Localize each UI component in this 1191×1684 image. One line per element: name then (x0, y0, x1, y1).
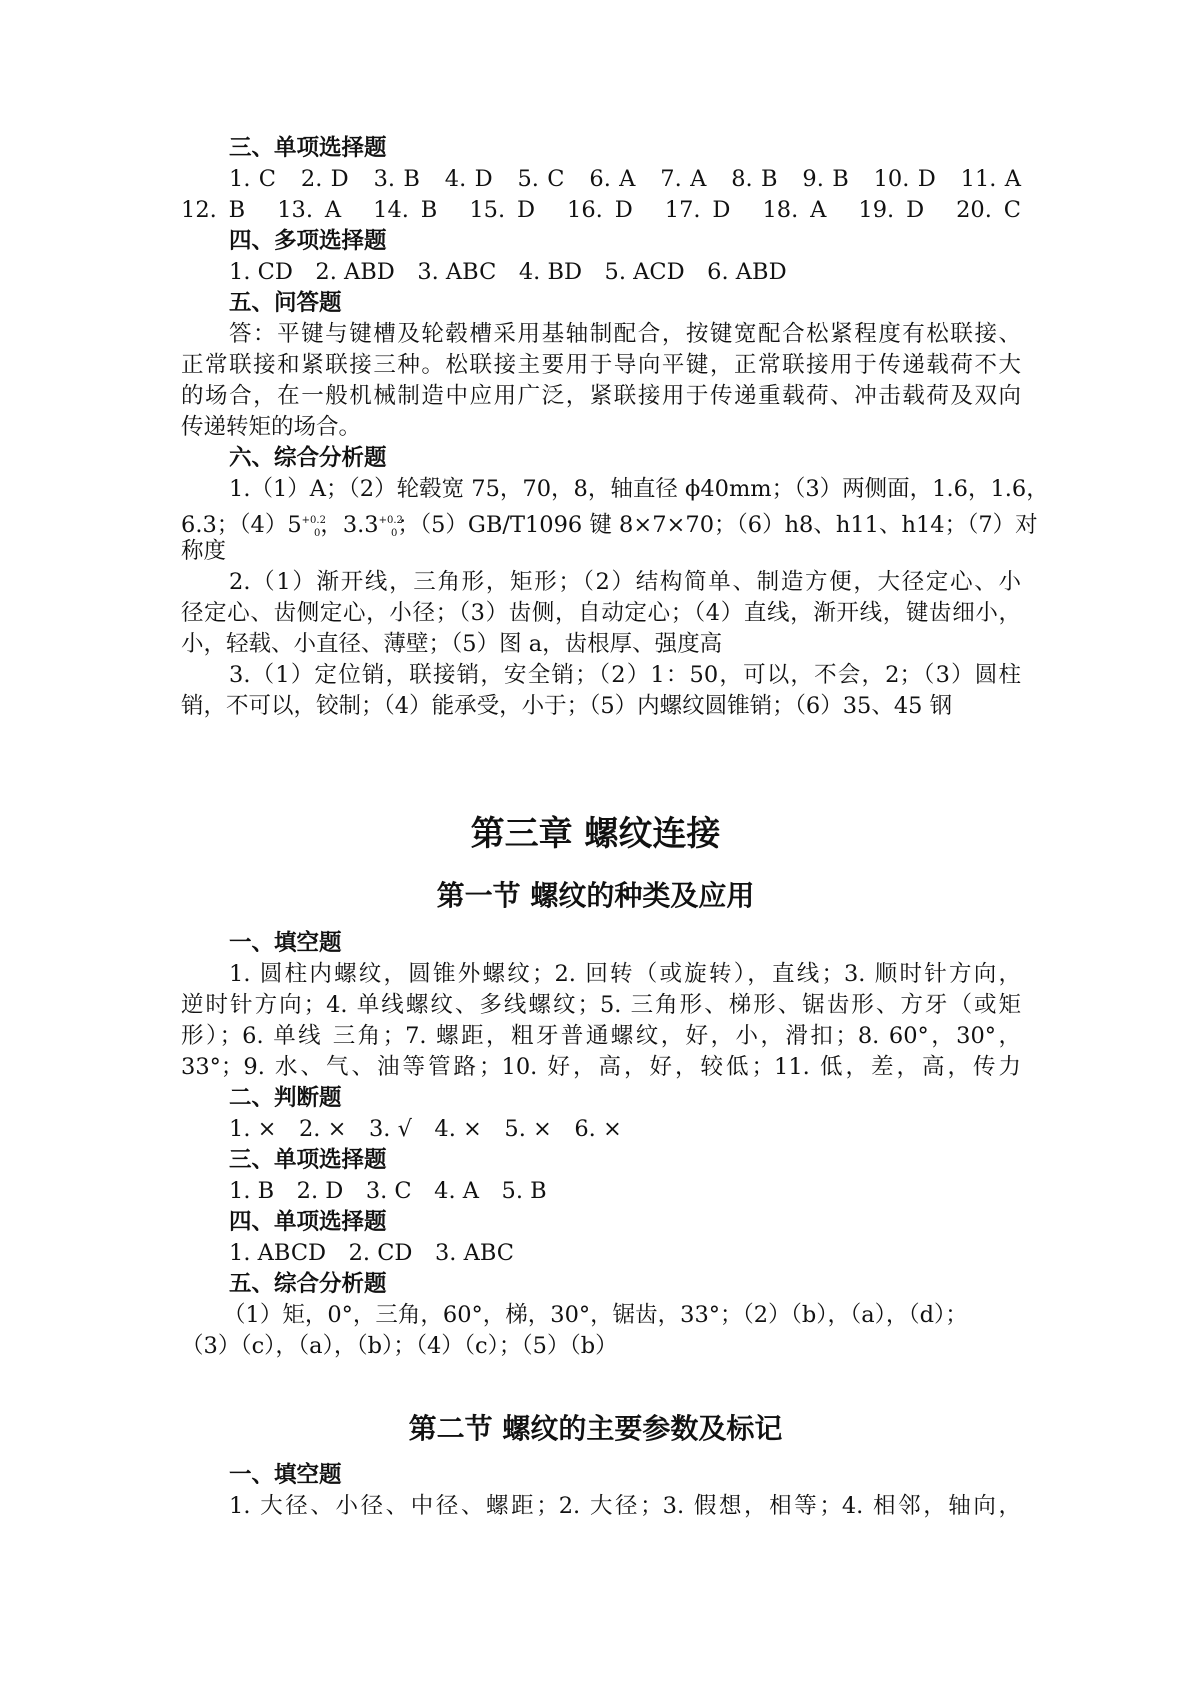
paragraph-line: 3.（1）定位销，联接销，安全销；（2）1：50，可以，不会，2；（3）圆柱 (229, 662, 1021, 688)
section-heading-fill-blank: 一、填空题 (229, 1462, 342, 1488)
paragraph-line: 称度 (181, 538, 227, 564)
paragraph-line: 小，轻载、小直径、薄壁；（5）图 a，齿根厚、强度高 (181, 631, 723, 657)
answer-line: 1. × 2. × 3. √ 4. × 5. × 6. × (229, 1116, 622, 1142)
section-heading-qa: 五、问答题 (229, 290, 342, 316)
text-run: 6.3；（4）5 (181, 512, 302, 538)
answer-line: 1. C 2. D 3. B 4. D 5. C 6. A 7. A 8. B 9. B 10. D 11. A (229, 166, 1021, 192)
section-title: 第二节 螺纹的主要参数及标记 (408, 1412, 783, 1445)
section-title: 第一节 螺纹的种类及应用 (436, 879, 755, 912)
tolerance-upper: +0.2 (378, 515, 403, 526)
section-heading-judge: 二、判断题 (229, 1085, 342, 1111)
answer-line: 1. CD 2. ABD 3. ABC 4. BD 5. ACD 6. ABD (229, 259, 787, 285)
paragraph-line: （1）矩，0°，三角，60°，梯，30°，锯齿，33°；（2）（b），（a），（d）； (223, 1302, 968, 1328)
paragraph-line-with-tolerances (181, 505, 1038, 539)
paragraph-line: 形）；6. 单线 三角；7. 螺距，粗牙普通螺纹，好，小，滑扣；8. 60°，30°， (181, 1023, 1021, 1049)
paragraph-line: （3）（c），（a），（b）；（4）（c）；（5）（b） (181, 1333, 618, 1359)
section-heading-multi-choice: 四、多项选择题 (229, 228, 387, 254)
paragraph-line: 径定心、齿侧定心，小径；（3）齿侧，自动定心；（4）直线，渐开线，键齿细小， (181, 600, 1021, 626)
paragraph-line: 1. 圆柱内螺纹，圆锥外螺纹；2. 回转（或旋转），直线；3. 顺时针方向， (229, 961, 1021, 987)
section-heading-comprehensive: 五、综合分析题 (229, 1271, 387, 1297)
section-heading-single-choice: 三、单项选择题 (229, 1147, 387, 1173)
paragraph-line: 正常联接和紧联接三种。松联接主要用于导向平键，正常联接用于传递载荷不大 (181, 352, 1021, 378)
answer-line: 1. ABCD 2. CD 3. ABC (229, 1240, 514, 1266)
section-heading-single-choice-2: 四、单项选择题 (229, 1209, 387, 1235)
section1-content (181, 928, 1021, 1362)
paragraph-line: 答：平键与键槽及轮毂槽采用基轴制配合，按键宽配合松紧程度有松联接、 (229, 321, 1021, 347)
paragraph-line: 2.（1）渐开线，三角形，矩形；（2）结构简单、制造方便，大径定心、小 (229, 569, 1021, 595)
paragraph-line: 1.（1）A；（2）轮毂宽 75，70，8，轴直径 ϕ40mm；（3）两侧面，1.6，1.6， (229, 476, 1049, 502)
paragraph-line: 1. 大径、小径、中径、螺距；2. 大径；3. 假想，相等；4. 相邻，轴向， (229, 1493, 1021, 1519)
paragraph-line: 逆时针方向；4. 单线螺纹、多线螺纹；5. 三角形、梯形、锯齿形、方牙（或矩 (181, 992, 1021, 1018)
section-heading-comprehensive: 六、综合分析题 (229, 445, 387, 471)
answers-top-section (181, 133, 1049, 722)
section-heading-single-choice: 三、单项选择题 (229, 135, 387, 161)
paragraph-line: 33°；9. 水、气、油等管路；10. 好，高，好，较低；11. 低，差，高，传力 (181, 1054, 1021, 1080)
tolerance-lower: 0 (313, 528, 321, 539)
answer-line: 1. B 2. D 3. C 4. A 5. B (229, 1178, 547, 1204)
paragraph-line: 销，不可以，铰制；（4）能承受，小于；（5）内螺纹圆锥销；（6）35、45 钢 (181, 693, 953, 719)
tolerance-upper: +0.2 (301, 515, 326, 526)
section-heading-fill-blank: 一、填空题 (229, 930, 342, 956)
paragraph-line: 的场合，在一般机械制造中应用广泛，紧联接用于传递重载荷、冲击载荷及双向 (181, 383, 1021, 409)
paragraph-line: 传递转矩的场合。 (181, 414, 362, 440)
tolerance-lower: 0 (390, 528, 398, 539)
chapter-title: 第三章 螺纹连接 (470, 814, 721, 854)
text-run: ；（5）GB/T1096 键 8×7×70；（6）h8、h11、h14；（7）对 (397, 512, 1038, 538)
section2-content (181, 1460, 1021, 1522)
answer-line: 12. B 13. A 14. B 15. D 16. D 17. D 18. A 19. D 20. C (181, 197, 1021, 223)
text-run: ，3.3 (320, 512, 379, 538)
